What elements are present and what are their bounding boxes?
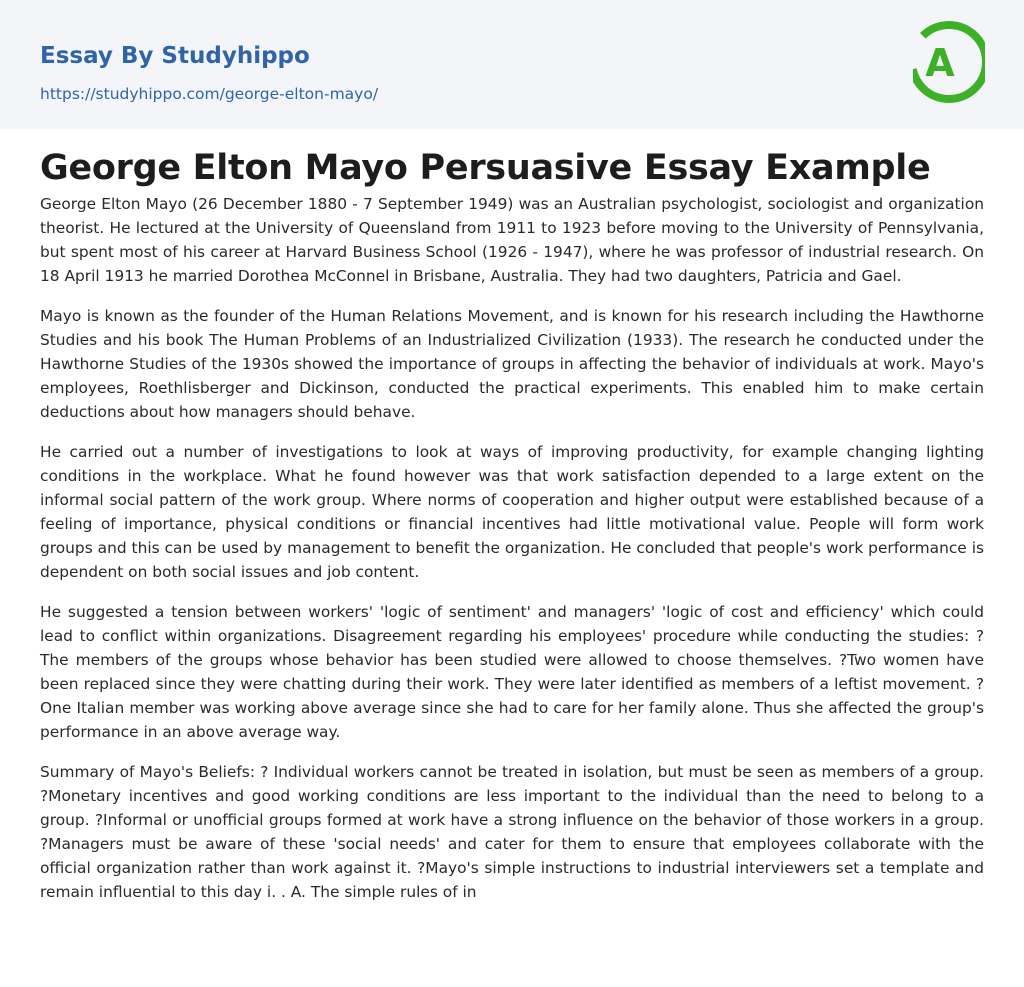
site-name[interactable]: Essay By Studyhippo — [40, 43, 310, 69]
page-url-link[interactable]: https://studyhippo.com/george-elton-mayo/ — [40, 85, 379, 103]
article-paragraph: He suggested a tension between workers' 'logic of sentiment' and managers' 'logic of cost and efficiency' which could lead to conflict within organizations. Disagreement regarding his employees' procedure while conducting the studies: ? The members of the groups whose behavior has been studied were allowed to choose themselves. ?Two women have been replaced since they were chatting during their work. They were later identified as members of a leftist movement. ?One Italian member was working above average since she had to care for her family alone. Thus she affected the group's performance in an above average way. — [40, 603, 984, 741]
article-paragraph: He carried out a number of investigations to look at ways of improving productivity, for example changing lighting conditions in the workplace. What he found however was that work satisfaction depended to a large extent on the informal social pattern of the work group. Where norms of cooperation and higher output were established because of a feeling of importance, physical conditions or financial incentives had little motivational value. People will form work groups and this can be used by management to benefit the organization. He concluded that people's work performance is dependent on both social issues and job content. — [40, 443, 984, 581]
article-paragraph: Mayo is known as the founder of the Human Relations Movement, and is known for his research including the Hawthorne Studies and his book The Human Problems of an Industrialized Civilization (1933). The research he conducted under the Hawthorne Studies of the 1930s showed the importance of groups in affecting the behavior of individuals at work. Mayo's employees, Roethlisberger and Dickinson, conducted the practical experiments. This enabled him to make certain deductions about how managers should behave. — [40, 307, 984, 421]
logo-letter: A — [925, 41, 955, 85]
page-title: George Elton Mayo Persuasive Essay Example — [40, 148, 931, 188]
article-paragraph: Summary of Mayo's Beliefs: ? Individual workers cannot be treated in isolation, but must be seen as members of a group. ?Monetary incentives and good working conditions are less important to the individual than the need to belong to a group. ?Informal or unofficial groups formed at work have a strong influence on the behavior of those workers in a group. ?Managers must be aware of these 'social needs' and cater for them to ensure that employees collaborate with the official organization rather than work against it. ?Mayo's simple instructions to industrial interviewers set a template and remain influential to this day i. . A. The simple rules of in — [40, 763, 984, 901]
article-body — [40, 192, 984, 904]
article-paragraph: George Elton Mayo (26 December 1880 - 7 September 1949) was an Australian psychologist, sociologist and organization theorist. He lectured at the University of Queensland from 1911 to 1923 before moving to the University of Pennsylvania, but spent most of his career at Harvard Business School (1926 - 1947), where he was professor of industrial research. On 18 April 1913 he married Dorothea McConnel in Brisbane, Australia. They had two daughters, Patricia and Gael. — [40, 195, 984, 285]
